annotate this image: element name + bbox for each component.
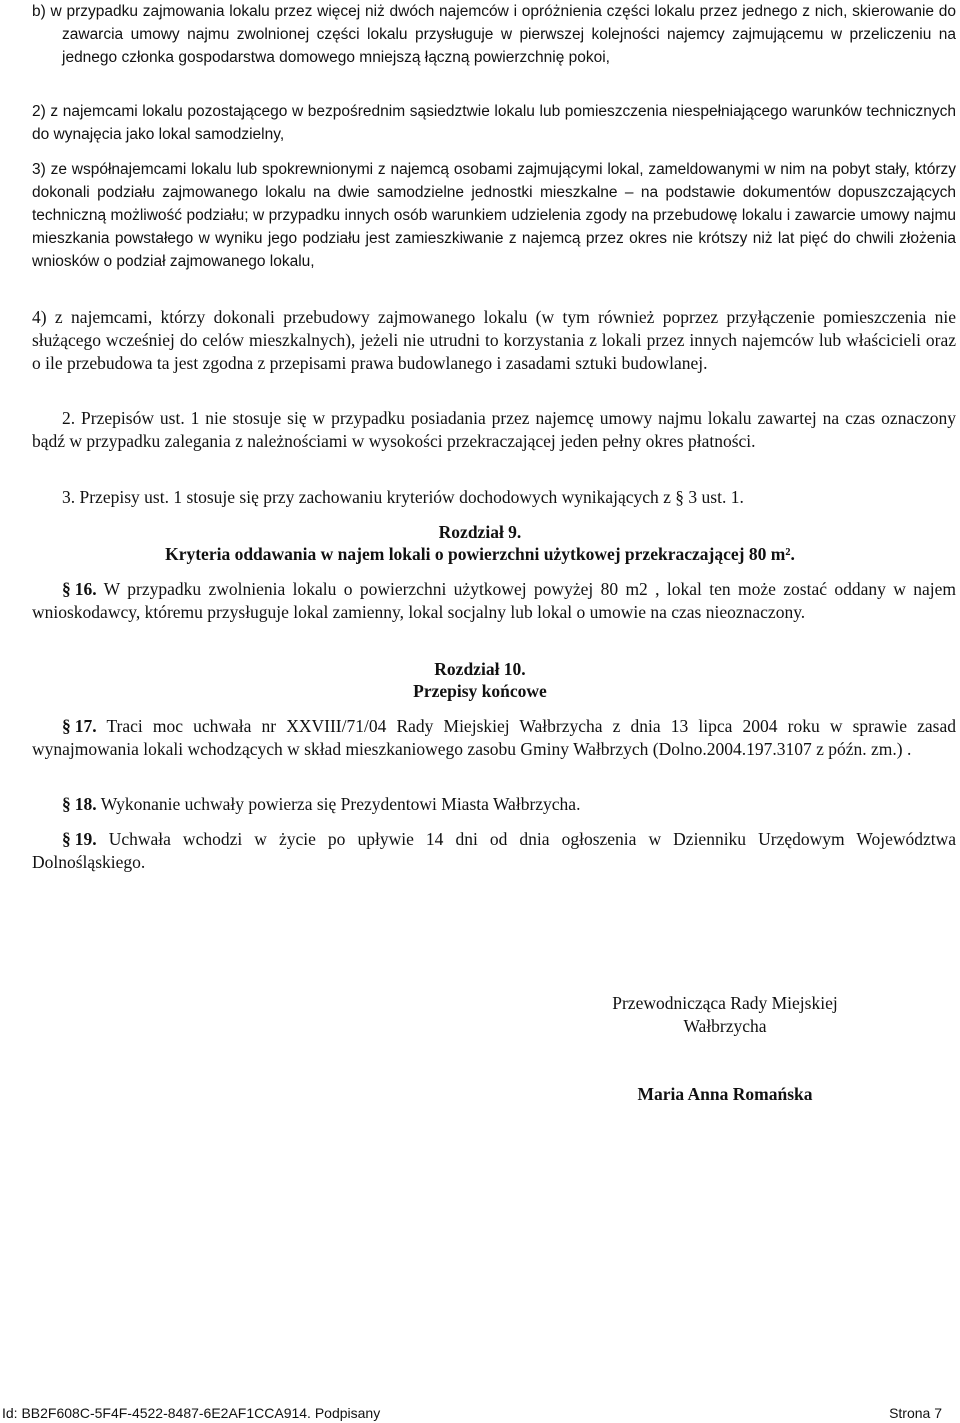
- signature-role-line-1: Przewodnicząca Rady Miejskiej: [612, 993, 838, 1013]
- section-19-number: 19.: [74, 829, 97, 849]
- section-19-text: Uchwała wchodzi w życie po upływie 14 dni od dnia ogłoszenia w Dzienniku Urzędowym Województwa Dolnośląskiego.: [32, 829, 957, 872]
- paragraph-item-4-text: 4) z najemcami, którzy dokonali przebudowy zajmowanego lokalu (w tym również poprzez przyłączenie pomieszczenia nie służącego wcześniej do celów mieszkalnych), jeżeli nie utrudni to korzystania z lokali przez innych najemców lub właścicieli oraz o ile przebudowa ta jest zgodna z przepisami prawa budowlanego i zasadami sztuki budowlanej.: [32, 307, 956, 373]
- footer-page-number: Strona 7: [889, 1405, 942, 1421]
- paragraph-ust-3-text: 3. Przepisy ust. 1 stosuje się przy zachowaniu kryteriów dochodowych wynikających z § 3 ust. 1.: [62, 487, 744, 507]
- section-16-symbol: §: [62, 579, 71, 599]
- paragraph-item-3-text: 3) ze współnajemcami lokalu lub spokrewnionymi z najemcą osobami zajmującymi lokal, zameldowanymi w nim na pobyt stały, którzy dokonali podziału zajmowanego lokalu na dwie samodzielne jednostki mieszkalne – na podstawie dokumentów dopuszczających techniczną możliwość podziału; w przypadku innych osób warunkiem udzielenia zgody na przebudowę lokalu i zawarcie umowy najmu mieszkania powstałego w wyniku jego podziału jest zamieszkiwanie z najemcą przez okres nie krótszy niż lat pięć do chwili złożenia wniosków o podział zajmowanego lokalu,: [32, 161, 956, 270]
- section-16-number: 16.: [74, 579, 97, 599]
- paragraph-item-3: [32, 158, 956, 273]
- footer-document-id: Id: BB2F608C-5F4F-4522-8487-6E2AF1CCA914. Podpisany: [2, 1405, 381, 1421]
- chapter-10-subtitle: Przepisy końcowe: [413, 681, 547, 701]
- chapter-9-subtitle: Kryteria oddawania w najem lokali o powierzchni użytkowej przekraczającej 80 m².: [165, 544, 795, 564]
- paragraph-ust-3: [32, 486, 956, 509]
- paragraph-item-4: [32, 306, 956, 374]
- section-17: [32, 715, 956, 761]
- section-16: [32, 578, 956, 624]
- section-17-text: Traci moc uchwała nr XXVIII/71/04 Rady Miejskiej Wałbrzycha z dnia 13 lipca 2004 roku w sprawie zasad wynajmowania lokali wchodzących w skład mieszkaniowego zasobu Gminy Wałbrzych (Dolno.2004.197.3107 z późn. zm.) .: [32, 716, 957, 759]
- chapter-10-title: Rozdział 10.: [434, 659, 526, 679]
- signatory-name: Maria Anna Romańska: [637, 1084, 813, 1104]
- section-18: [32, 793, 956, 816]
- section-19: [32, 828, 956, 874]
- section-17-number: 17.: [74, 716, 97, 736]
- section-19-symbol: §: [62, 829, 71, 849]
- signature-role-line-2: Wałbrzycha: [683, 1016, 767, 1036]
- paragraph-ust-2: [32, 407, 956, 453]
- paragraph-ust-2-text: 2. Przepisów ust. 1 nie stosuje się w przypadku posiadania przez najemcę umowy najmu lokalu zawartej na czas oznaczony bądź w przypadku zalegania z należnościami w wysokości przekraczającej jeden pełny okres płatności.: [32, 408, 956, 451]
- paragraph-item-2-text: 2) z najemcami lokalu pozostającego w bezpośrednim sąsiedztwie lokalu lub pomieszczenia niespełniającego warunków technicznych do wynajęcia jako lokal samodzielny,: [32, 103, 956, 143]
- section-16-text: W przypadku zwolnienia lokalu o powierzchni użytkowej powyżej 80 m2 , lokal ten może zostać oddany w najem wnioskodawcy, któremu przysługuje lokal zamienny, lokal socjalny lub lokal o umowie na czas nieoznaczony.: [32, 579, 956, 622]
- section-18-number: 18.: [74, 794, 97, 814]
- section-17-symbol: §: [62, 716, 71, 736]
- chapter-9-title: Rozdział 9.: [438, 522, 522, 542]
- section-18-symbol: §: [62, 794, 71, 814]
- paragraph-b-text: b) w przypadku zajmowania lokalu przez więcej niż dwóch najemców i opróżnienia części lokalu przez jednego z nich, skierowanie do zawarcia umowy najmu zwolnionej części lokalu przysługuje w pierwszej kolejności najemcy zajmującemu w przeliczeniu na jednego członka gospodarstwa domowego mniejszą łączną powierzchnię pokoi,: [32, 3, 956, 66]
- section-18-text: Wykonanie uchwały powierza się Prezydentowi Miasta Wałbrzycha.: [100, 794, 581, 814]
- paragraph-item-2: [32, 100, 956, 146]
- paragraph-b: [32, 0, 956, 69]
